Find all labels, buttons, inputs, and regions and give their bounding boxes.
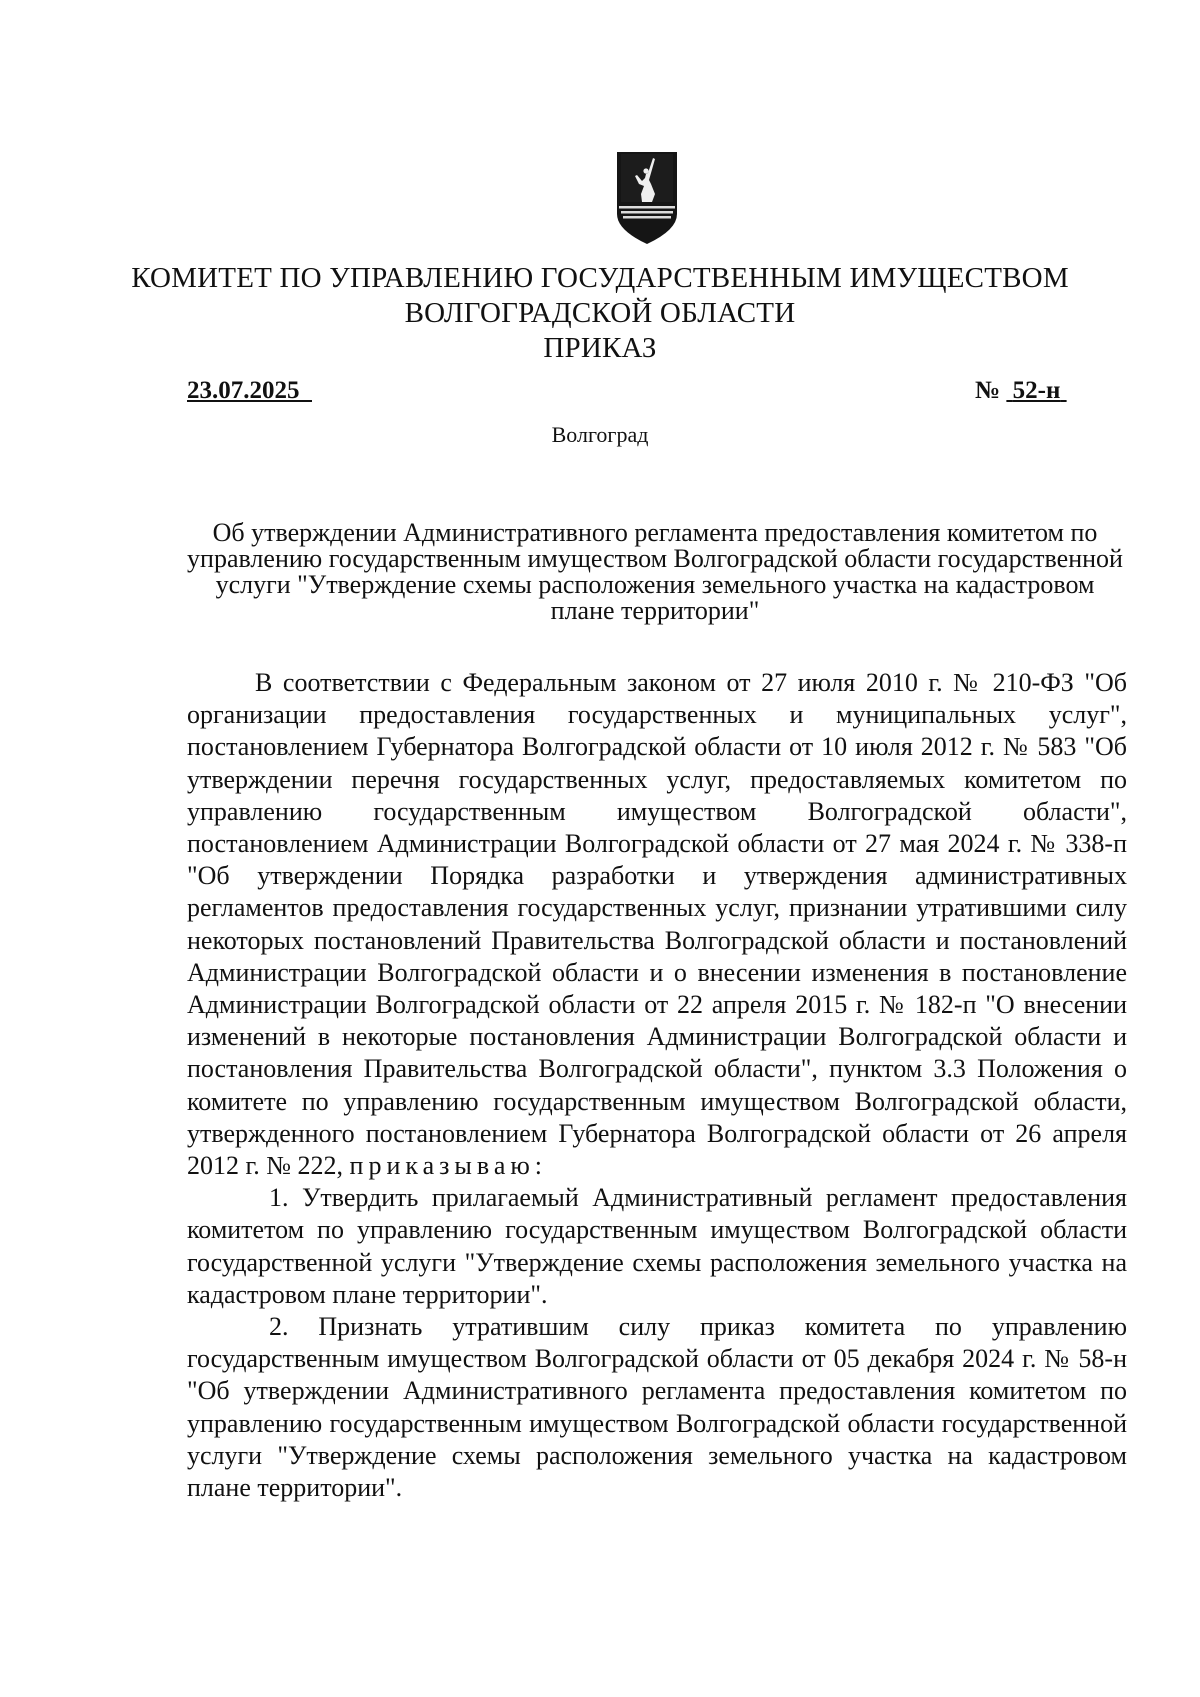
- preamble-text: В соответствии с Федеральным законом от 27 июля 2010 г. № 210-ФЗ "Об организации предоставления государственных и муниципальных услуг", постановлением Губернатора Волгоградской области от 10 июля 2012 г. № 583 "Об утверждении перечня государственных услуг, предоставляемых комитетом по управлению государственным имуществом Волгоградской области", постановлением Администрации Волгоградской области от 27 мая 2024 г. № 338-п "Об утверждении Порядка разработки и утверждения административных регламентов предоставления государственных услуг, признании утратившими силу некоторых постановлений Правительства Волгоградской области и постановлений Администрации Волгоградской области и о внесении изменения в постановление Администрации Волгоградской области от 22 апреля 2015 г. № 182-п "О внесении изменений в некоторые постановления Администрации Волгоградской области и постановления Правительства Волгоградской области", пунктом 3.3 Положения о комитете по управлению государственным имуществом Волгоградской области, утвержденного постановлением Губернатора Волгоградской области от 26 апреля 2012 г. № 222,: [187, 668, 1127, 1181]
- committee-name-line2: ВОЛГОГРАДСКОЙ ОБЛАСТИ: [404, 297, 796, 329]
- order-date: 23.07.2025: [187, 377, 300, 404]
- number-value: 52-н: [1012, 377, 1061, 404]
- committee-name-line1: КОМИТЕТ ПО УПРАВЛЕНИЮ ГОСУДАРСТВЕННЫМ ИМУЩЕСТВОМ: [131, 262, 1069, 294]
- number-prefix: №: [975, 377, 1001, 404]
- order-body: [187, 667, 1127, 1504]
- coat-of-arms-emblem: [615, 150, 679, 246]
- document-type: ПРИКАЗ: [543, 332, 657, 364]
- order-number: [975, 377, 1067, 405]
- order-word: приказываю:: [349, 1151, 548, 1181]
- order-title: Об утверждении Административного регламента предоставления комитетом по управлению государственным имуществом Волгоградской области государственной услуги "Утверждение схемы расположения земельного участка на кадастровом плане территории": [187, 518, 1123, 625]
- item-2-paragraph: 2. Признать утратившим силу приказ комитета по управлению государственным имуществом Волгоградской области от 05 декабря 2024 г. № 58-н "Об утверждении Административного регламента предоставления комитетом по управлению государственным имуществом Волгоградской области государственной услуги "Утверждение схемы расположения земельного участка на кадастровом плане территории".: [187, 1312, 1127, 1503]
- preamble-paragraph: [187, 667, 1127, 1182]
- item-1-paragraph: 1. Утвердить прилагаемый Административный регламент предоставления комитетом по управлению государственным имуществом Волгоградской области государственной услуги "Утверждение схемы расположения земельного участка на кадастровом плане территории".: [187, 1183, 1127, 1309]
- city: Волгоград: [551, 422, 649, 447]
